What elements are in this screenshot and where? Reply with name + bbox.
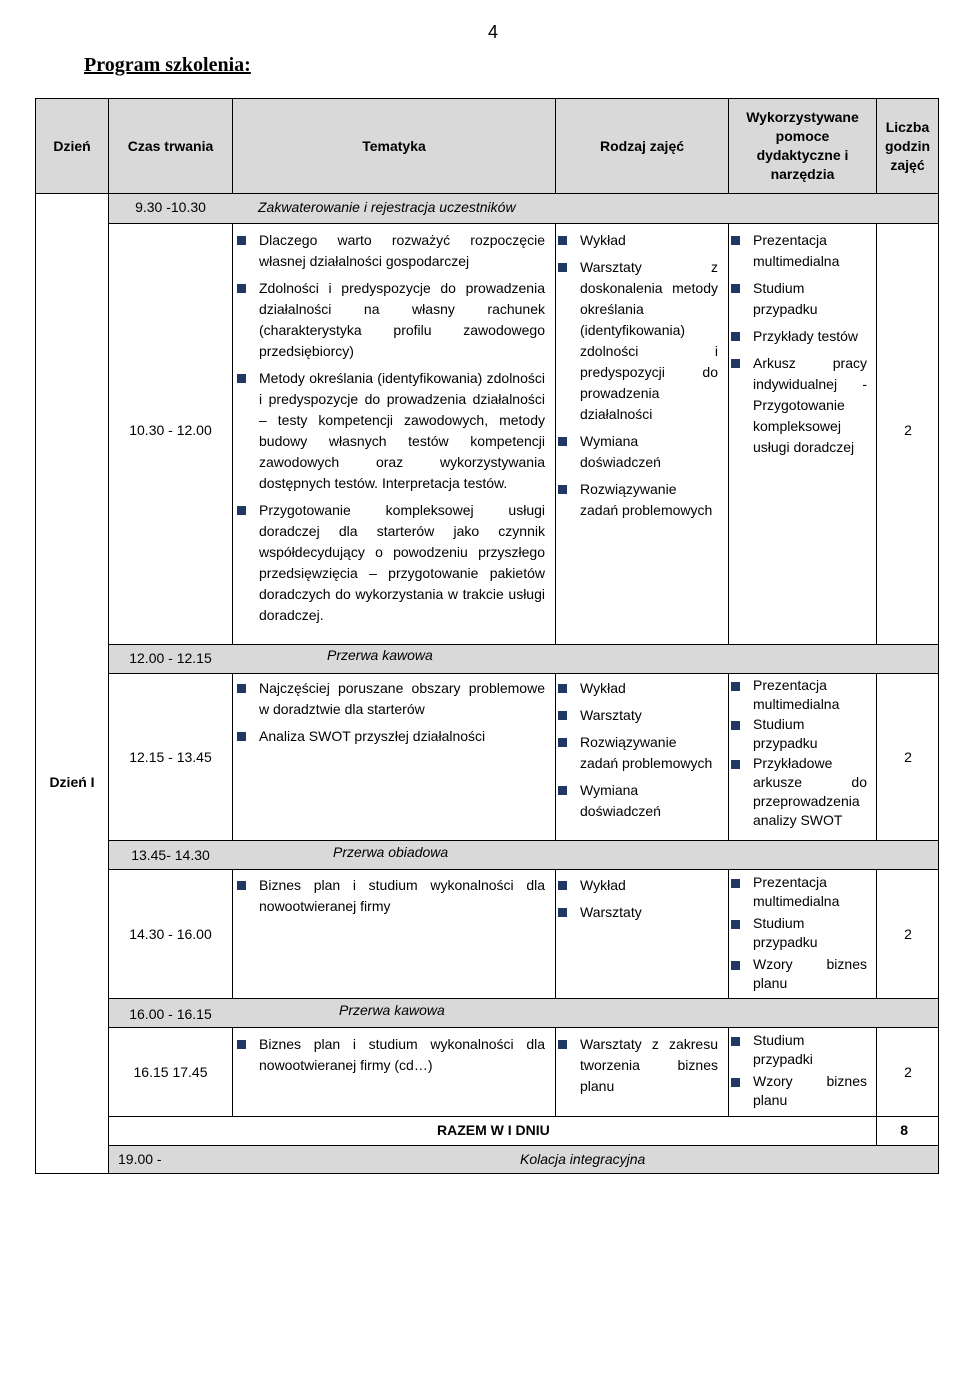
- break-text: Przerwa kawowa: [327, 647, 433, 663]
- header-topic: Tematyka: [232, 98, 556, 194]
- session-hours: 2: [904, 422, 912, 438]
- session-time: 10.30 - 12.00: [129, 422, 212, 438]
- type-item: Wymiana doświadczeń: [556, 780, 718, 822]
- evening-time: 19.00 -: [118, 1151, 162, 1167]
- header-tools: Wykorzystywane pomoce dydaktyczne i narzędzia: [728, 98, 877, 194]
- type-item: Wykład: [556, 230, 718, 251]
- total-value: 8: [900, 1122, 908, 1138]
- types-list: [556, 875, 718, 929]
- header-day: Dzień: [35, 98, 109, 194]
- topics-list: [235, 1034, 545, 1082]
- page-title: Program szkolenia:: [84, 54, 251, 76]
- tools-list: [729, 676, 867, 831]
- topic-item: Metody określania (identyfikowania) zdolności i predyspozycje do prowadzenia działalności – testy kompetencji zawodowych, metody budowy własnych testów kompetencji zawodowych oraz wykorzystywania dostępnych testów. Interpretacja testów.: [235, 368, 545, 494]
- break-text: Przerwa kawowa: [339, 1002, 445, 1018]
- topics-list: [235, 230, 545, 632]
- session-time: 14.30 - 16.00: [129, 926, 212, 942]
- tool-item: Studium przypadki: [729, 1031, 867, 1069]
- break-text: Przerwa obiadowa: [333, 844, 449, 860]
- topic-item: Przygotowanie kompleksowej usługi doradczej dla starterów jako czynnik współdecydujący o powodzeniu przyszłego przedsięwzięcia – przygotowanie pakietów doradczych do wykorzystania w trakcie usługi doradczej.: [235, 500, 545, 626]
- registration-text: Zakwaterowanie i rejestracja uczestników: [258, 199, 516, 215]
- break-time: 16.00 - 16.15: [129, 1006, 212, 1022]
- tool-item: Arkusz pracy indywidualnej - Przygotowanie kompleksowej usługi doradczej: [729, 353, 867, 458]
- break-time: 13.45- 14.30: [131, 847, 210, 863]
- session-time: 16.15 17.45: [133, 1064, 208, 1080]
- type-item: Warsztaty: [556, 705, 718, 726]
- topic-item: Zdolności i predyspozycje do prowadzenia działalności na własny rachunek (charakterystyka profilu zawodowego przedsiębiorcy): [235, 278, 545, 362]
- topic-item: Biznes plan i studium wykonalności dla nowootwieranej firmy (cd…): [235, 1034, 545, 1076]
- type-item: Wykład: [556, 678, 718, 699]
- topic-item: Najczęściej poruszane obszary problemowe w doradztwie dla starterów: [235, 678, 545, 720]
- tool-item: Prezentacja multimedialna: [729, 873, 867, 911]
- tool-item: Wzory biznes planu: [729, 1072, 867, 1110]
- day-column: [35, 193, 109, 1174]
- topic-item: Biznes plan i studium wykonalności dla nowootwieranej firmy: [235, 875, 545, 917]
- tool-item: Studium przypadku: [729, 914, 867, 952]
- tool-item: Studium przypadku: [729, 278, 867, 320]
- type-item: Wymiana doświadczeń: [556, 431, 718, 473]
- session-hours: 2: [904, 749, 912, 765]
- header-type: Rodzaj zajęć: [555, 98, 729, 194]
- type-item: Wykład: [556, 875, 718, 896]
- tools-list: [729, 230, 867, 464]
- tool-item: Wzory biznes planu: [729, 955, 867, 993]
- tool-item: Studium przypadku: [729, 715, 867, 753]
- registration-time: 9.30 -10.30: [135, 199, 206, 215]
- total-label: RAZEM W I DNIU: [437, 1122, 550, 1138]
- type-item: Warsztaty z zakresu tworzenia biznes planu: [556, 1034, 718, 1097]
- topic-item: Dlaczego warto rozważyć rozpoczęcie własnej działalności gospodarczej: [235, 230, 545, 272]
- evening-text: Kolacja integracyjna: [520, 1151, 646, 1167]
- types-list: [556, 230, 718, 527]
- tool-item: Przykładowe arkusze do przeprowadzenia analizy SWOT: [729, 754, 867, 830]
- tools-list: [729, 873, 867, 996]
- type-item: Rozwiązywanie zadań problemowych: [556, 479, 718, 521]
- topics-list: [235, 678, 545, 753]
- type-item: Warsztaty z doskonalenia metody określania (identyfikowania) zdolności i predyspozycji do prowadzenia działalności: [556, 257, 718, 425]
- day-label: Dzień I: [49, 774, 95, 790]
- session-time: 12.15 - 13.45: [129, 749, 212, 765]
- page-number: 4: [488, 22, 499, 42]
- session-hours: 2: [904, 926, 912, 942]
- schedule-table: [35, 98, 939, 1174]
- tools-list: [729, 1031, 867, 1113]
- type-item: Rozwiązywanie zadań problemowych: [556, 732, 718, 774]
- header-duration: Czas trwania: [108, 98, 233, 194]
- tool-item: Prezentacja multimedialna: [729, 676, 867, 714]
- types-list: [556, 678, 718, 828]
- session-hours: 2: [904, 1064, 912, 1080]
- tool-item: Przykłady testów: [729, 326, 867, 347]
- tool-item: Prezentacja multimedialna: [729, 230, 867, 272]
- topics-list: [235, 875, 545, 923]
- type-item: Warsztaty: [556, 902, 718, 923]
- types-list: [556, 1034, 718, 1103]
- header-hours: Liczba godzin zajęć: [876, 98, 939, 194]
- topic-item: Analiza SWOT przyszłej działalności: [235, 726, 545, 747]
- break-time: 12.00 - 12.15: [129, 650, 212, 666]
